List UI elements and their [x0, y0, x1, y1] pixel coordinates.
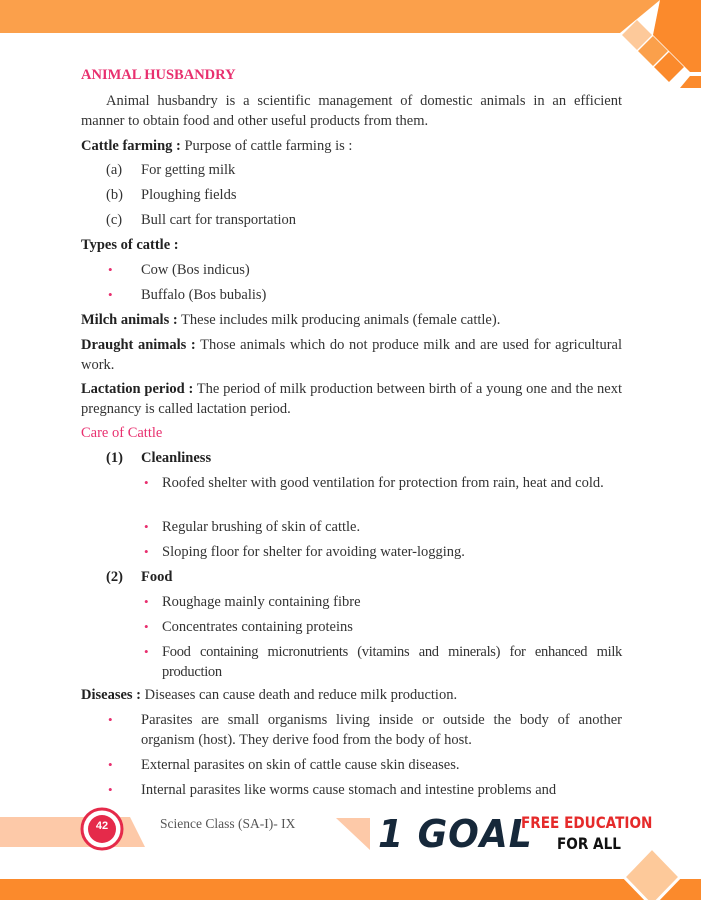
page-number: 42: [95, 820, 109, 832]
term: Milch animals :: [81, 312, 178, 328]
milch-line: [81, 310, 500, 330]
bullet-icon: •: [144, 544, 149, 559]
list-item: Roughage mainly containing fibre: [162, 594, 361, 610]
bullet-icon: •: [144, 475, 149, 490]
subsection-title: Food: [141, 569, 173, 585]
list-item: External parasites on skin of cattle cause skin diseases.: [141, 757, 460, 773]
bullet-icon: •: [108, 782, 113, 797]
list-item: Ploughing fields: [141, 187, 237, 203]
list-item: Buffalo (Bos bubalis): [141, 287, 267, 303]
subsection-label: (1): [106, 450, 123, 466]
definition: Diseases can cause death and reduce milk production.: [141, 687, 458, 703]
book-title: Science Class (SA-I)- IX: [160, 816, 296, 831]
list-item: Concentrates containing proteins: [162, 619, 353, 635]
bullet-icon: •: [144, 519, 149, 534]
intro-paragraph: Animal husbandry is a scientific management of domestic animals in an efficient manner to obtain food and other useful products from them.: [81, 93, 622, 129]
page-title: ANIMAL HUSBANDRY: [81, 67, 236, 83]
logo-tagline-2: FOR ALL: [557, 834, 621, 853]
list-item: Food containing micronutrients (vitamins and minerals) for enhanced milk production: [162, 644, 622, 680]
cattle-farming-line: [81, 136, 352, 156]
bullet-icon: •: [108, 712, 113, 727]
term: Cattle farming :: [81, 138, 181, 154]
subsection-title: Cleanliness: [141, 450, 212, 466]
definition: Those animals which do not produce milk and are used for agricultural work.: [81, 337, 622, 373]
list-item: Bull cart for transportation: [141, 212, 297, 228]
bullet-icon: •: [108, 757, 113, 772]
bullet-icon: •: [108, 262, 113, 277]
draught-paragraph: [81, 335, 622, 375]
list-item: Internal parasites like worms cause stomach and intestine problems and: [141, 782, 557, 798]
types-heading: Types of cattle :: [81, 237, 179, 253]
diseases-line: [81, 685, 457, 705]
list-label: (a): [106, 162, 123, 178]
list-label: (c): [106, 212, 123, 228]
list-item: Sloping floor for shelter for avoiding water-logging.: [162, 544, 465, 560]
definition: The period of milk production between birth of a young one and the next pregnancy is called lactation period.: [81, 381, 622, 417]
logo-tagline: FREE EDUCATION: [521, 813, 653, 832]
lactation-paragraph: [81, 379, 622, 419]
bullet-icon: •: [144, 594, 149, 609]
list-item: For getting milk: [141, 162, 236, 178]
term: Diseases :: [81, 687, 142, 703]
definition: These includes milk producing animals (female cattle).: [177, 312, 501, 328]
logo-main: 1 GOAL: [378, 812, 533, 856]
list-item: Regular brushing of skin of cattle.: [162, 519, 361, 535]
bullet-icon: •: [144, 644, 149, 659]
list-item: Roofed shelter with good ventilation for protection from rain, heat and cold.: [162, 475, 604, 491]
section-heading: Care of Cattle: [81, 425, 163, 441]
bullet-icon: •: [108, 287, 113, 302]
definition: Purpose of cattle farming is :: [180, 138, 353, 154]
list-label: (b): [106, 187, 123, 203]
list-item: Cow (Bos indicus): [141, 262, 250, 278]
list-item: Parasites are small organisms living inside or outside the body of another organism (host). They derive food from the body of host.: [141, 712, 622, 748]
term: Lactation period :: [81, 381, 194, 397]
bullet-icon: •: [144, 619, 149, 634]
term: Draught animals :: [81, 337, 196, 353]
subsection-label: (2): [106, 569, 123, 585]
